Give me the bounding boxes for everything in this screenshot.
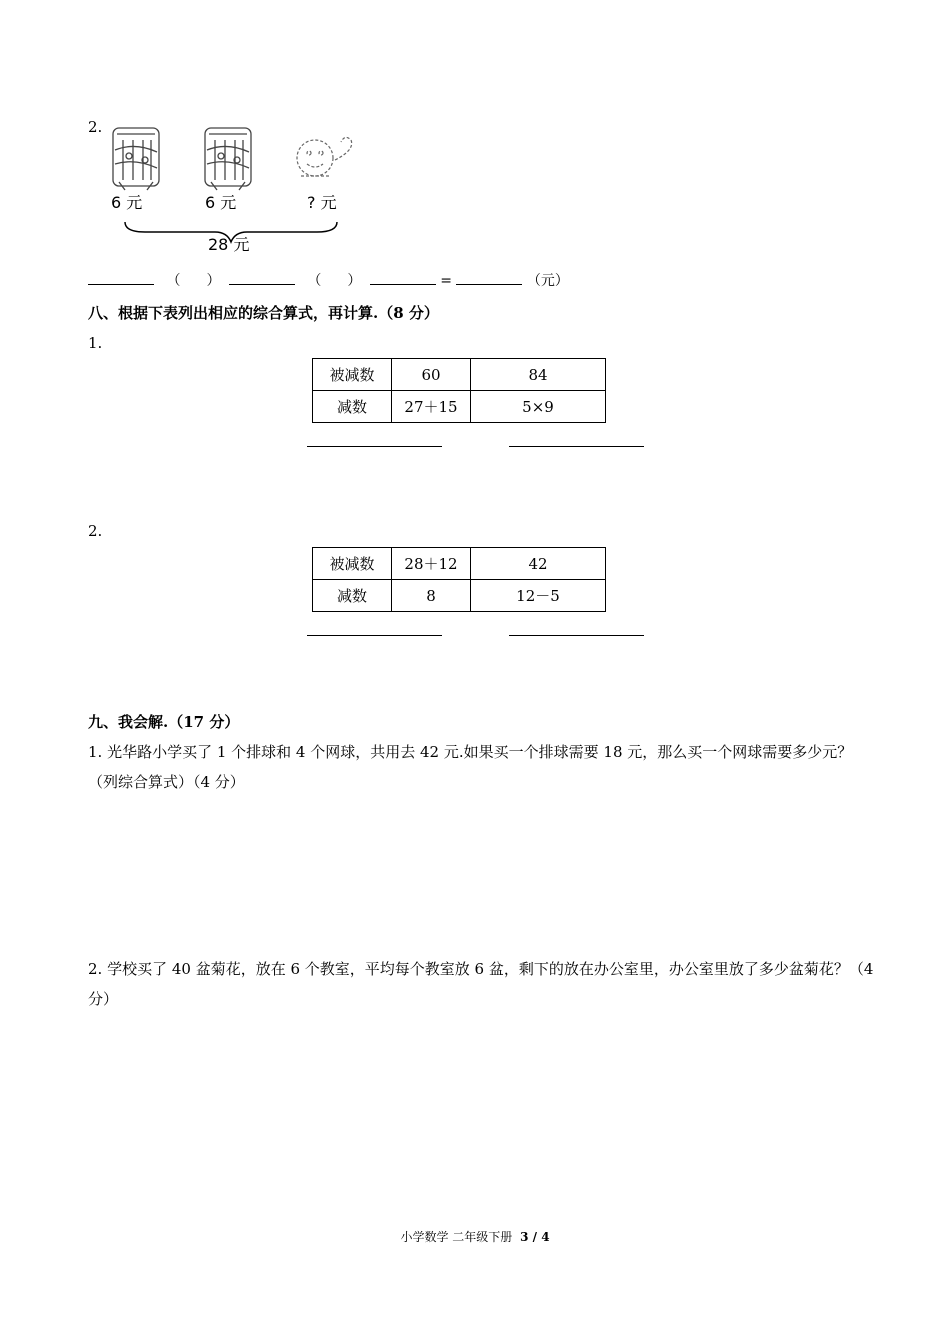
table-row [313,580,606,612]
answer-blank[interactable] [229,272,295,285]
table-cell: 减数 [313,580,392,612]
footer-text: 小学数学 二年级下册 [400,1230,513,1244]
table-cell: 60 [392,359,471,391]
price-label: ? 元 [307,193,337,212]
table-cell: 27＋15 [392,391,471,423]
table-cell: 被减数 [313,359,392,391]
table-cell: 42 [471,548,606,580]
formula-row [88,270,569,290]
price-label: 6 元 [111,193,143,212]
question-number: 2. [88,118,103,136]
table-cell: 被减数 [313,548,392,580]
toy-figure-icon [113,128,159,190]
section-title: 九、我会解.（17 分） [88,713,240,731]
table-row [313,391,606,423]
question-number: 1. [88,334,103,352]
table-cell: 12－5 [471,580,606,612]
table-row [313,359,606,391]
answer-blank[interactable] [456,272,522,285]
toy-figure-icon [205,128,251,190]
price-illustration [105,120,365,255]
page-footer [0,1228,950,1245]
duck-toy-icon [297,137,352,176]
price-label: 6 元 [205,193,237,212]
subtraction-table [312,547,606,612]
table-cell: 28＋12 [392,548,471,580]
answer-blank[interactable] [88,272,154,285]
answer-line[interactable] [509,635,644,636]
word-problem: 1. 光华路小学买了 1 个排球和 4 个网球，共用去 42 元.如果买一个排球需要 18 元，那么买一个网球需要多少元？（列综合算式）（4 分） [88,743,853,791]
unit-label: （元） [526,273,569,289]
table-cell: 5×9 [471,391,606,423]
answer-line[interactable] [509,446,644,447]
paren: ） [206,273,221,289]
subtraction-table [312,358,606,423]
question-number: 2. [88,522,103,540]
table-cell: 84 [471,359,606,391]
paren: （ [307,273,322,289]
paren: ） [347,273,362,289]
page-number: 3 / 4 [520,1230,550,1244]
table-cell: 8 [392,580,471,612]
answer-line[interactable] [307,446,442,447]
paren: （ [166,273,181,289]
table-row [313,548,606,580]
answer-line[interactable] [307,635,442,636]
total-price-label: 28 元 [208,235,250,254]
answer-blank[interactable] [370,272,436,285]
equals-sign: = [440,273,452,289]
table-cell: 减数 [313,391,392,423]
word-problem: 2. 学校买了 40 盆菊花，放在 6 个教室，平均每个教室放 6 盆，剩下的放在办公室里，办公室里放了多少盆菊花？（4 分） [88,960,874,1008]
section-title: 八、根据下表列出相应的综合算式，再计算.（8 分） [88,304,439,322]
